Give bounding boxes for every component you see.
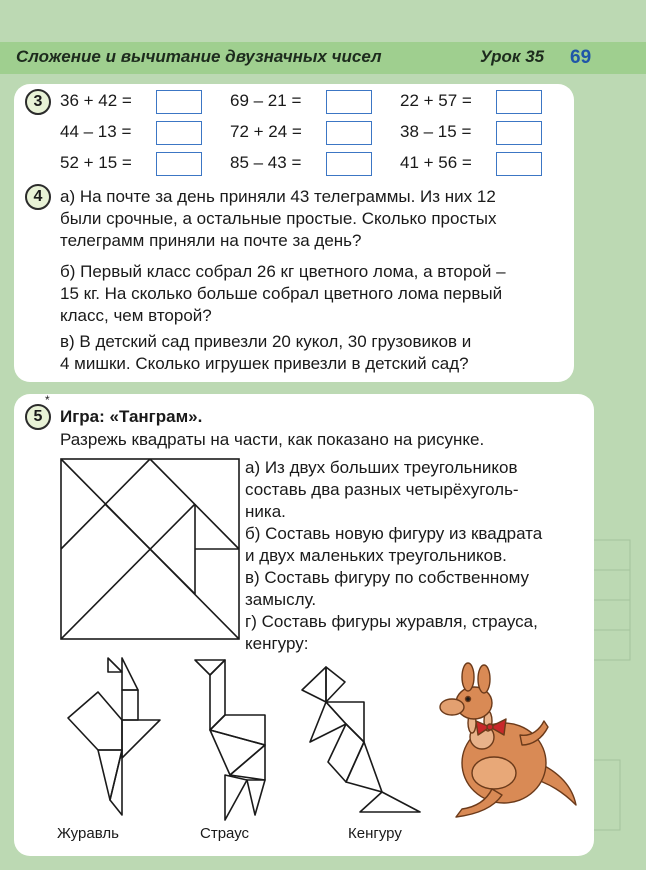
crane-leg-left [98, 750, 122, 800]
kangaroo-illustration-ear-right [478, 665, 490, 693]
crane-body [68, 692, 122, 750]
kangaroo-head [302, 667, 326, 702]
kangaroo-illustration [432, 665, 582, 825]
ostrich-leg-left [225, 775, 247, 820]
answer-box-r1c1[interactable] [156, 90, 202, 114]
expr-r1c3: 22 + 57 = [400, 91, 472, 110]
ostrich-leg-right [247, 780, 265, 815]
task-4a-line-3: телеграмм приняли на почте за день? [60, 231, 362, 250]
tangram-cut-4 [105, 504, 150, 549]
kangaroo-tail [360, 792, 420, 812]
answer-box-r3c1[interactable] [156, 152, 202, 176]
caption-crane: Журавль [57, 825, 119, 842]
expr-r2c1: 44 – 13 = [60, 122, 132, 141]
kangaroo-tangram-figure [300, 662, 430, 820]
task-4-number: 4 [25, 184, 51, 210]
task-5b-line-2: и двух маленьких треугольников. [245, 546, 507, 565]
task-4a-line-2: были срочные, а остальные простые. Сколько простых [60, 209, 497, 228]
task-4a-line-1: а) На почте за день приняли 43 телеграммы. Из них 12 [60, 187, 496, 206]
task-5a-line-2: составь два разных четырёхуголь- [245, 480, 519, 499]
answer-box-r3c2[interactable] [326, 152, 372, 176]
task-4b-line-2: 15 кг. На сколько больше собрал цветного лома первый [60, 284, 503, 303]
caption-kangaroo: Кенгуру [348, 825, 402, 842]
tangram-cut-7 [150, 549, 195, 594]
page-title: Сложение и вычитание двузначных чисел [16, 47, 382, 66]
expr-r2c3: 38 – 15 = [400, 122, 472, 141]
crane-leg-right [110, 750, 122, 815]
answer-box-r1c3[interactable] [496, 90, 542, 114]
tangram-cut-3 [61, 504, 195, 639]
ostrich-tangram-figure [185, 655, 285, 820]
task-5a-line-3: ника. [245, 502, 286, 521]
crane-head [122, 658, 138, 690]
kangaroo-illustration-ear-left [462, 663, 474, 691]
page-number: 69 [570, 47, 592, 68]
expr-r3c3: 41 + 56 = [400, 153, 472, 172]
crane-tail [122, 720, 160, 758]
task-5a-line-1: а) Из двух больших треугольников [245, 458, 518, 477]
crane-tangram-figure [60, 650, 170, 820]
kangaroo-illustration-eye [466, 697, 471, 702]
answer-box-r2c1[interactable] [156, 121, 202, 145]
task-4b-line-3: класс, чем второй? [60, 306, 212, 325]
expr-r3c1: 52 + 15 = [60, 153, 132, 172]
kangaroo-ear [326, 667, 345, 702]
task-4c-line-1: в) В детский сад привезли 20 кукол, 30 грузовиков и [60, 332, 472, 351]
tangram-square-diagram [60, 458, 240, 640]
task-5b-line-1: б) Составь новую фигуру из квадрата [245, 524, 543, 543]
task-3-number: 3 [25, 89, 51, 115]
task-5d-line-1: г) Составь фигуры журавля, страуса, [245, 612, 538, 631]
task-5c-line-2: замыслу. [245, 590, 317, 609]
ostrich-tail [230, 745, 265, 780]
lesson-label: Урок 35 [480, 47, 545, 66]
task-4b-line-1: б) Первый класс собрал 26 кг цветного лома, а второй – [60, 262, 506, 281]
answer-box-r2c3[interactable] [496, 121, 542, 145]
task-4c-line-2: 4 мишки. Сколько игрушек привезли в детский сад? [60, 354, 469, 373]
ostrich-head [195, 660, 225, 675]
expr-r3c2: 85 – 43 = [230, 153, 302, 172]
task-5-instruction: Разрежь квадраты на части, как показано на рисунке. [60, 430, 485, 449]
task-5-title: Игра: «Танграм». [60, 407, 203, 426]
answer-box-r3c3[interactable] [496, 152, 542, 176]
ostrich-neck [210, 660, 225, 730]
kangaroo-leg [346, 742, 382, 792]
kangaroo-illustration-pouch [472, 757, 516, 789]
crane-neck [122, 690, 138, 720]
ostrich-body-top [210, 715, 265, 745]
expr-r2c2: 72 + 24 = [230, 122, 302, 141]
crane-beak [108, 658, 122, 672]
task-5-number: 5 [25, 404, 51, 430]
star-icon: * [45, 393, 50, 407]
expr-r1c1: 36 + 42 = [60, 91, 132, 110]
answer-box-r1c2[interactable] [326, 90, 372, 114]
answer-box-r2c2[interactable] [326, 121, 372, 145]
task-5d-line-2: кенгуру: [245, 634, 309, 653]
task-5c-line-1: в) Составь фигуру по собственному [245, 568, 530, 587]
kangaroo-illustration-snout [440, 699, 464, 715]
expr-r1c2: 69 – 21 = [230, 91, 302, 110]
caption-ostrich: Страус [200, 825, 250, 842]
